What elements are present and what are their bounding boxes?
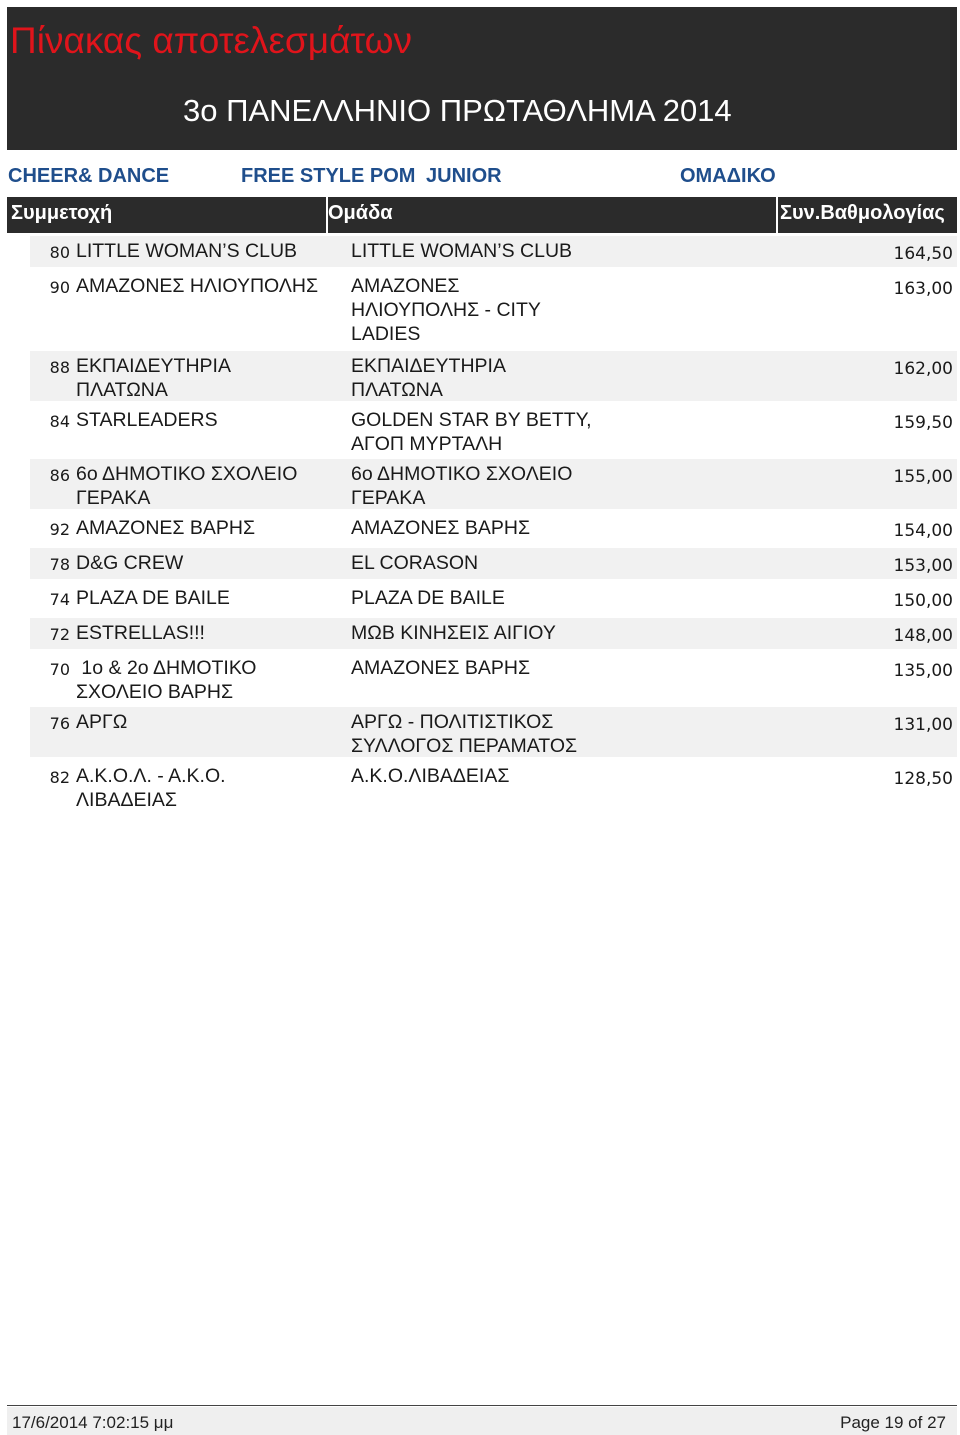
- team-name: 6ο ΔΗΜΟΤΙΚΟ ΣΧΟΛΕΙΟ ΓΕΡΑΚΑ: [351, 463, 573, 509]
- column-header-team-label: Ομάδα: [328, 202, 393, 224]
- team-name: ΑΜΑΖΟΝΕΣ ΗΛΙΟΥΠΟΛΗΣ - CITY LADIES: [351, 275, 541, 345]
- total-score: 159,50: [893, 413, 953, 433]
- category-discipline: CHEER& DANCE: [8, 165, 170, 187]
- print-timestamp: 17/6/2014 7:02:15 μμ: [12, 1413, 174, 1432]
- table-row: [30, 459, 957, 509]
- total-score: 128,50: [893, 769, 953, 789]
- total-score: 163,00: [893, 279, 953, 299]
- team-name: ΑΜΑΖΟΝΕΣ ΒΑΡΗΣ: [351, 657, 531, 679]
- team-name: Α.Κ.Ο.ΛΙΒΑΔΕΙΑΣ: [351, 765, 510, 787]
- entry-number: 76: [49, 714, 70, 733]
- table-row: [30, 271, 957, 347]
- table-row: [30, 405, 957, 455]
- table-row: [30, 653, 957, 703]
- entry-number: 82: [49, 768, 70, 787]
- table-row: [30, 583, 957, 614]
- team-name: GOLDEN STAR BY BETTY, ΑΓΟΠ ΜΥΡΤΑΛΗ: [351, 409, 592, 455]
- club-name: ΑΜΑΖΟΝΕΣ ΗΛΙΟΥΠΟΛΗΣ: [76, 275, 319, 297]
- total-score: 155,00: [893, 467, 953, 487]
- club-name: 1ο & 2ο ΔΗΜΟΤΙΚΟ ΣΧΟΛΕΙΟ ΒΑΡΗΣ: [76, 657, 262, 703]
- results-table: [30, 236, 957, 815]
- total-score: 164,50: [893, 244, 953, 264]
- total-score: 135,00: [893, 661, 953, 681]
- entry-number: 74: [49, 590, 70, 609]
- entry-number: 92: [49, 520, 70, 539]
- club-name: ΕΚΠΑΙΔΕΥΤΗΡΙΑ ΠΛΑΤΩΝΑ: [76, 355, 230, 401]
- team-name: ΑΜΑΖΟΝΕΣ ΒΑΡΗΣ: [351, 517, 531, 539]
- category-style: FREE STYLE POM: [241, 165, 416, 187]
- club-name: D&G CREW: [76, 552, 184, 574]
- entry-number: 84: [49, 412, 70, 431]
- team-name: EL CORASON: [351, 552, 479, 574]
- page-indicator: Page 19 of 27: [840, 1413, 946, 1432]
- entry-number: 72: [49, 625, 70, 644]
- entry-number: 78: [49, 555, 70, 574]
- club-name: LITTLE WOMAN’S CLUB: [76, 240, 298, 262]
- event-title: 3ο ΠΑΝΕΛΛΗΝΙΟ ΠΡΩΤΑΘΛΗΜΑ 2014: [183, 93, 732, 128]
- team-name: ΕΚΠΑΙΔΕΥΤΗΡΙΑ ΠΛΑΤΩΝΑ: [351, 355, 505, 401]
- table-row: [30, 707, 957, 757]
- category-age-group: JUNIOR: [426, 165, 502, 187]
- category-type: ΟΜΑΔΙΚΟ: [680, 165, 776, 187]
- entry-number: 86: [49, 466, 70, 485]
- team-name: ΜΩΒ ΚΙΝΗΣΕΙΣ ΑΙΓΙΟΥ: [351, 622, 556, 644]
- entry-number: 80: [49, 243, 70, 262]
- column-header-score-label: Συν.Βαθμολογίας: [780, 202, 945, 224]
- club-name: ESTRELLAS!!!: [76, 622, 205, 644]
- table-row: [30, 513, 957, 544]
- entry-number: 90: [49, 278, 70, 297]
- club-name: PLAZA DE BAILE: [76, 587, 230, 609]
- total-score: 162,00: [893, 359, 953, 379]
- club-name: ΑΜΑΖΟΝΕΣ ΒΑΡΗΣ: [76, 517, 256, 539]
- total-score: 131,00: [893, 715, 953, 735]
- club-name: 6ο ΔΗΜΟΤΙΚΟ ΣΧΟΛΕΙΟ ΓΕΡΑΚΑ: [76, 463, 298, 509]
- total-score: 148,00: [893, 626, 953, 646]
- column-header-entry: [7, 197, 326, 233]
- table-row: [30, 761, 957, 811]
- column-header-team: [328, 197, 776, 233]
- team-name: LITTLE WOMAN’S CLUB: [351, 240, 573, 262]
- table-row: [30, 618, 957, 649]
- page-title: Πίνακας αποτελεσμάτων: [10, 20, 412, 61]
- column-header-score: [778, 197, 957, 233]
- club-name: ΑΡΓΩ: [76, 711, 128, 733]
- column-header-entry-label: Συμμετοχή: [11, 202, 113, 224]
- footer-divider: [7, 1405, 957, 1406]
- table-row: [30, 548, 957, 579]
- table-row: [30, 236, 957, 267]
- club-name: Α.Κ.Ο.Λ. - Α.Κ.Ο. ΛΙΒΑΔΕΙΑΣ: [76, 765, 226, 811]
- team-name: PLAZA DE BAILE: [351, 587, 505, 609]
- team-name: ΑΡΓΩ - ΠΟΛΙΤΙΣΤΙΚΟΣ ΣΥΛΛΟΓΟΣ ΠΕΡΑΜΑΤΟΣ: [351, 711, 578, 757]
- total-score: 150,00: [893, 591, 953, 611]
- club-name: STARLEADERS: [76, 409, 218, 431]
- total-score: 153,00: [893, 556, 953, 576]
- table-row: [30, 351, 957, 401]
- entry-number: 70: [49, 660, 70, 679]
- entry-number: 88: [49, 358, 70, 377]
- total-score: 154,00: [893, 521, 953, 541]
